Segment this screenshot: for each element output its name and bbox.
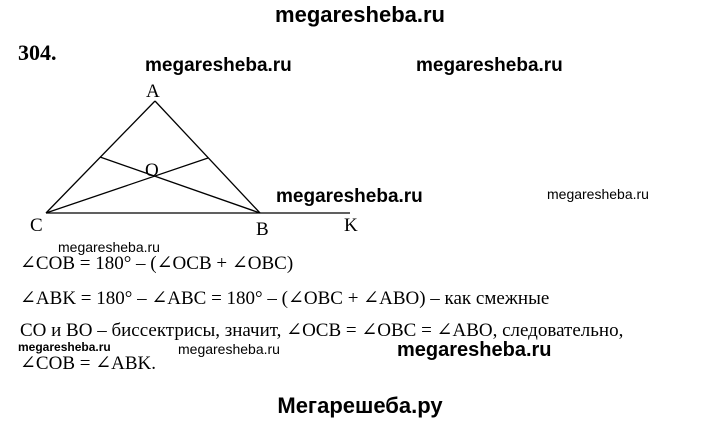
side-ab	[155, 101, 260, 213]
point-label-o: O	[145, 160, 159, 181]
point-label-b: B	[256, 219, 269, 240]
site-watermark: megaresheba.ru	[397, 339, 552, 361]
point-label-k: K	[344, 215, 358, 236]
site-watermark: megaresheba.ru	[547, 186, 649, 202]
solution-line-2: ∠ABK = 180° – ∠ABC = 180° – (∠OBC + ∠ABO) – как смежные	[20, 288, 550, 309]
site-watermark-footer: Мегарешеба.ру	[277, 393, 443, 418]
site-watermark: megaresheba.ru	[178, 341, 280, 357]
solution-line-1: ∠COB = 180° – (∠OCB + ∠OBC)	[20, 253, 294, 274]
point-label-c: C	[30, 215, 43, 236]
site-watermark: megaresheba.ru	[145, 55, 292, 76]
site-watermark: megaresheba.ru	[58, 239, 160, 255]
site-watermark-header: megaresheba.ru	[275, 2, 445, 27]
site-watermark: megaresheba.ru	[276, 186, 423, 207]
point-label-a: A	[146, 81, 160, 102]
solution-line-4: ∠COB = ∠ABK.	[20, 353, 156, 374]
problem-number: 304.	[18, 40, 57, 65]
site-watermark: megaresheba.ru	[18, 340, 111, 354]
bisector-bo	[100, 157, 260, 213]
site-watermark: megaresheba.ru	[416, 55, 563, 76]
solution-line-3: CO и BO – биссектрисы, значит, ∠OCB = ∠OBC = ∠ABO, следовательно,	[20, 320, 624, 341]
